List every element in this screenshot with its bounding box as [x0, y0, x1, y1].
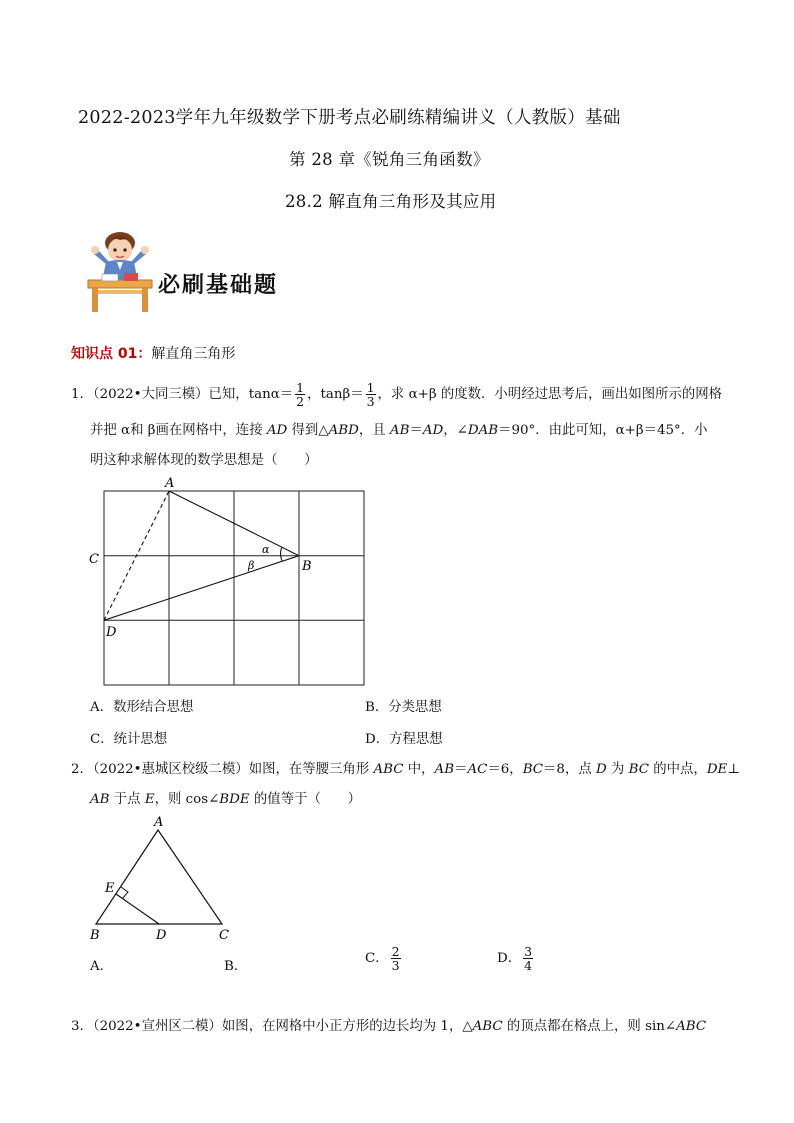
label-alpha: α — [262, 543, 270, 556]
question-2-line-1 — [71, 760, 740, 780]
q3-b: ABC — [472, 1019, 503, 1034]
q2-l1b: ABC — [373, 762, 404, 777]
chapter-title: 第 28 章《锐角三角函数》 — [289, 150, 490, 169]
label-D: D — [106, 625, 117, 640]
document-title: 2022-2023学年九年级数学下册考点必刷练精编讲义（人教版）基础 — [78, 108, 621, 128]
q2-label-B: B — [90, 928, 100, 943]
q1-l2h: AD — [422, 423, 444, 438]
q1-lead: 1．（2022•大同三模）已知，tanα＝ — [71, 387, 294, 402]
q2-option-b[interactable] — [224, 955, 247, 974]
label-A: A — [165, 476, 175, 491]
question-2-line-2 — [90, 790, 361, 810]
q3-c: 的顶点都在格点上，则 sin∠ — [502, 1019, 677, 1034]
q2-l1g: ＝6， — [487, 762, 523, 777]
q1-option-a-text: 数形结合思想 — [113, 700, 194, 715]
q2-option-c[interactable] — [365, 945, 403, 972]
q2-l1n: DE — [706, 762, 728, 777]
q1-fraction-2 — [366, 381, 376, 408]
q2-l1c: 中， — [403, 762, 435, 777]
q1-fraction-1 — [295, 381, 305, 408]
label-C: C — [89, 552, 99, 567]
triangle-ABC — [96, 830, 222, 924]
question-1-line-1 — [71, 381, 722, 408]
q1-grid-figure — [86, 474, 376, 690]
question-3-line-1 — [71, 1017, 706, 1037]
section-title: 28.2 解直角三角形及其应用 — [285, 192, 497, 211]
q2-l1f: AC — [467, 762, 488, 777]
q2-l1e: ＝ — [454, 762, 468, 777]
q2-option-c-fraction — [391, 945, 401, 972]
student-illustration — [84, 228, 156, 314]
q1-l2b: AD — [266, 423, 288, 438]
q2-option-d-letter: D． — [497, 951, 522, 966]
right-angle-mark — [121, 887, 128, 898]
q2-label-E: E — [105, 881, 115, 896]
q2-option-a-letter: A． — [90, 959, 114, 974]
q1-option-d-text: 方程思想 — [389, 732, 443, 747]
q1-l2g: ＝ — [409, 423, 423, 438]
q1-option-c-text: 统计思想 — [113, 732, 168, 747]
q2-l2f: 的值等于（ ） — [249, 792, 362, 807]
knowledge-point-prefix: 知识点 01： — [71, 346, 152, 362]
knowledge-point-heading — [71, 343, 235, 363]
angle-arc — [281, 547, 283, 561]
q1-l2e: ，且 — [358, 423, 390, 438]
q2-option-c-letter: C． — [365, 951, 389, 966]
q1-l2c: 得到△ — [287, 423, 329, 438]
q2-l2c: E — [144, 792, 155, 807]
q2-l1d: AB — [434, 762, 455, 777]
question-1-line-2 — [90, 421, 708, 441]
q1-option-c[interactable] — [90, 728, 167, 747]
q3-d: ABC — [676, 1019, 707, 1034]
q1-option-d[interactable] — [365, 728, 443, 747]
q2-l1l: BC — [628, 762, 649, 777]
q1-option-b-letter: B． — [365, 700, 389, 715]
q2-l2a: AB — [90, 792, 110, 807]
q1-grid-lines — [104, 491, 364, 685]
q1-option-a[interactable] — [90, 696, 193, 715]
q2-l1i: ＝8，点 — [543, 762, 596, 777]
q1-l2d: ABD — [328, 423, 359, 438]
q1-l2i: ，∠ — [443, 423, 468, 438]
q2-option-b-letter: B． — [224, 959, 248, 974]
question-1-line-3: 明这种求解体现的数学思想是（ ） — [90, 453, 318, 468]
q2-l1h: BC — [522, 762, 544, 777]
q1-option-d-letter: D． — [365, 732, 390, 747]
q1-l2k: ＝90°．由此可知，α+β＝45°．小 — [498, 423, 708, 438]
q1-frac1-num: 1 — [296, 380, 305, 395]
banner-title: 必刷基础题 — [158, 273, 279, 298]
q2-l1k: 为 — [606, 762, 629, 777]
q2-option-c-num: 2 — [391, 944, 400, 959]
q1-l2a: 并把 α和 β画在网格中，连接 — [90, 423, 267, 438]
knowledge-point-name: 解直角三角形 — [151, 346, 236, 362]
q1-option-b-text: 分类思想 — [388, 700, 442, 715]
q2-label-A: A — [154, 815, 164, 830]
q1-l2f: AB — [389, 423, 410, 438]
q1-tail: ，求 α+β 的度数．小明经过思考后，画出如图所示的网格 — [377, 387, 723, 402]
q2-l1o: ⊥ — [727, 762, 740, 777]
q3-a: 3．（2022•宣州区二模）如图，在网格中小正方形的边长均为 1，△ — [71, 1019, 473, 1034]
q2-option-a[interactable] — [90, 955, 113, 974]
q2-l2b: 于点 — [109, 792, 145, 807]
q1-option-b[interactable] — [365, 696, 442, 715]
label-B: B — [302, 559, 312, 574]
q2-l2e: BDE — [219, 792, 250, 807]
q1-frac1-den: 2 — [296, 394, 305, 409]
q2-option-d-fraction — [523, 945, 533, 972]
q2-option-d[interactable] — [497, 945, 535, 972]
q2-label-C: C — [219, 928, 229, 943]
q2-l2d: ，则 cos∠ — [154, 792, 220, 807]
q1-frac2-num: 1 — [366, 380, 375, 395]
q2-triangle-figure — [86, 812, 236, 944]
q2-l1j: D — [595, 762, 607, 777]
q1-frac2-den: 3 — [366, 394, 375, 409]
q1-option-c-letter: C． — [90, 732, 114, 747]
q1-option-a-letter: A． — [90, 700, 114, 715]
q2-option-d-den: 4 — [524, 958, 533, 973]
q1-l2j: DAB — [467, 423, 499, 438]
label-beta: β — [248, 559, 255, 572]
q2-option-d-num: 3 — [524, 944, 533, 959]
q2-label-D: D — [156, 928, 167, 943]
segment-DE — [116, 894, 159, 924]
segment-DB — [104, 556, 299, 621]
q2-option-c-den: 3 — [391, 958, 400, 973]
q2-l1m: 的中点， — [648, 762, 707, 777]
q1-mid: ，tanβ＝ — [307, 387, 364, 402]
q2-l1a: 2．（2022•惠城区校级二模）如图，在等腰三角形 — [71, 762, 374, 777]
